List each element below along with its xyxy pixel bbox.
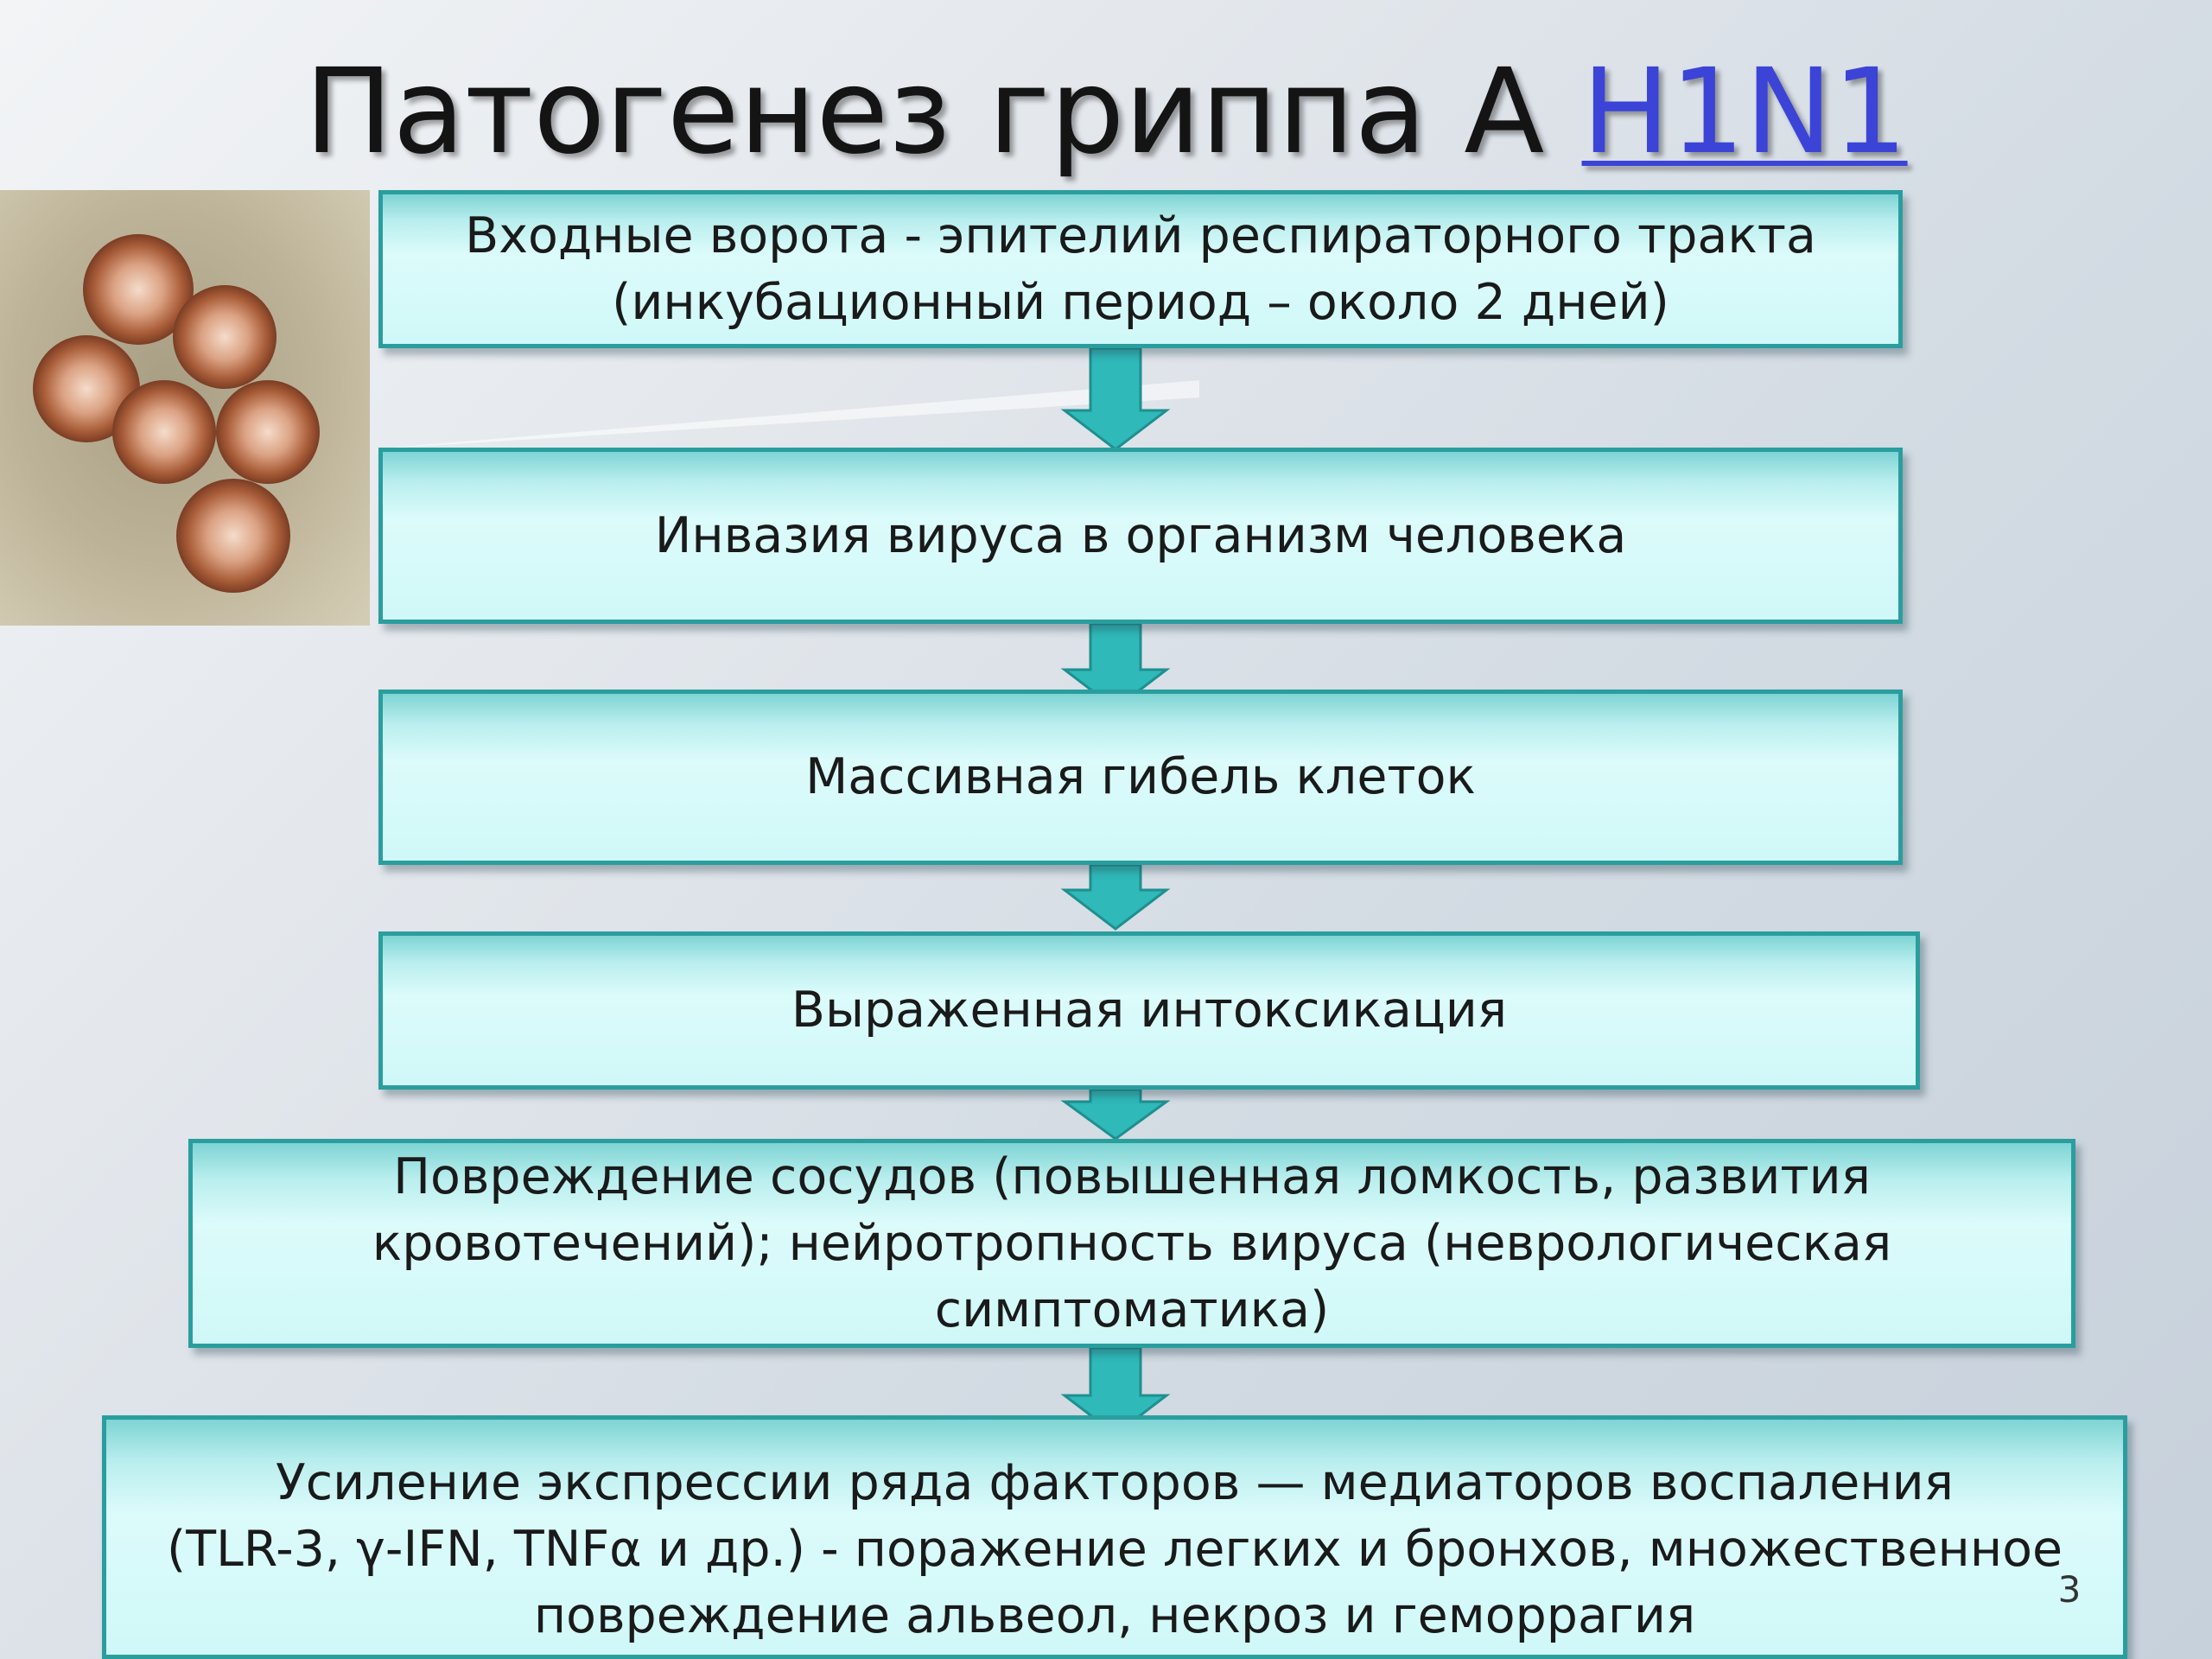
flow-step-1 <box>378 190 1903 348</box>
flow-step-3-line-1: Массивная гибель клеток <box>805 748 1476 805</box>
flow-step-1-line-1: Входные ворота - эпителий респираторного тракта <box>465 207 1816 264</box>
flow-step-5-line-1: Повреждение сосудов (повышенная ломкость, развития <box>393 1147 1871 1205</box>
flow-step-1-line-2: (инкубационный период – около 2 дней) <box>612 273 1669 331</box>
flow-step-6 <box>102 1415 2127 1659</box>
flow-step-5-line-2: кровотечений); нейротропность вируса (неврологическая <box>372 1214 1892 1272</box>
flow-step-5-line-3: симптоматика) <box>934 1281 1330 1338</box>
flow-arrow-4 <box>1065 1090 1166 1139</box>
h1n1-link[interactable]: H1N1 <box>1581 44 1908 181</box>
flow-step-6-line-1: Усиление экспрессии ряда факторов — медиаторов воспаления <box>276 1454 1954 1511</box>
flow-arrow-3 <box>1065 865 1166 929</box>
flow-step-5 <box>188 1139 2075 1348</box>
flow-arrow-1 <box>1065 348 1166 449</box>
flow-step-2-line-1: Инвазия вируса в организм человека <box>654 506 1627 564</box>
flow-step-3 <box>378 690 1903 865</box>
flow-step-6-line-2: (TLR-3, γ-IFN, TNFα и др.) - поражение легких и бронхов, множественное <box>166 1521 2063 1578</box>
slide-number: 3 <box>2057 1568 2082 1611</box>
title-text: Патогенез гриппа А <box>304 44 1582 181</box>
flow-step-2 <box>378 448 1903 624</box>
flow-step-4-line-1: Выраженная интоксикация <box>791 982 1508 1039</box>
flow-step-4 <box>378 931 1920 1090</box>
flow-step-6-line-3: повреждение альвеол, некроз и геморрагия <box>533 1587 1696 1644</box>
